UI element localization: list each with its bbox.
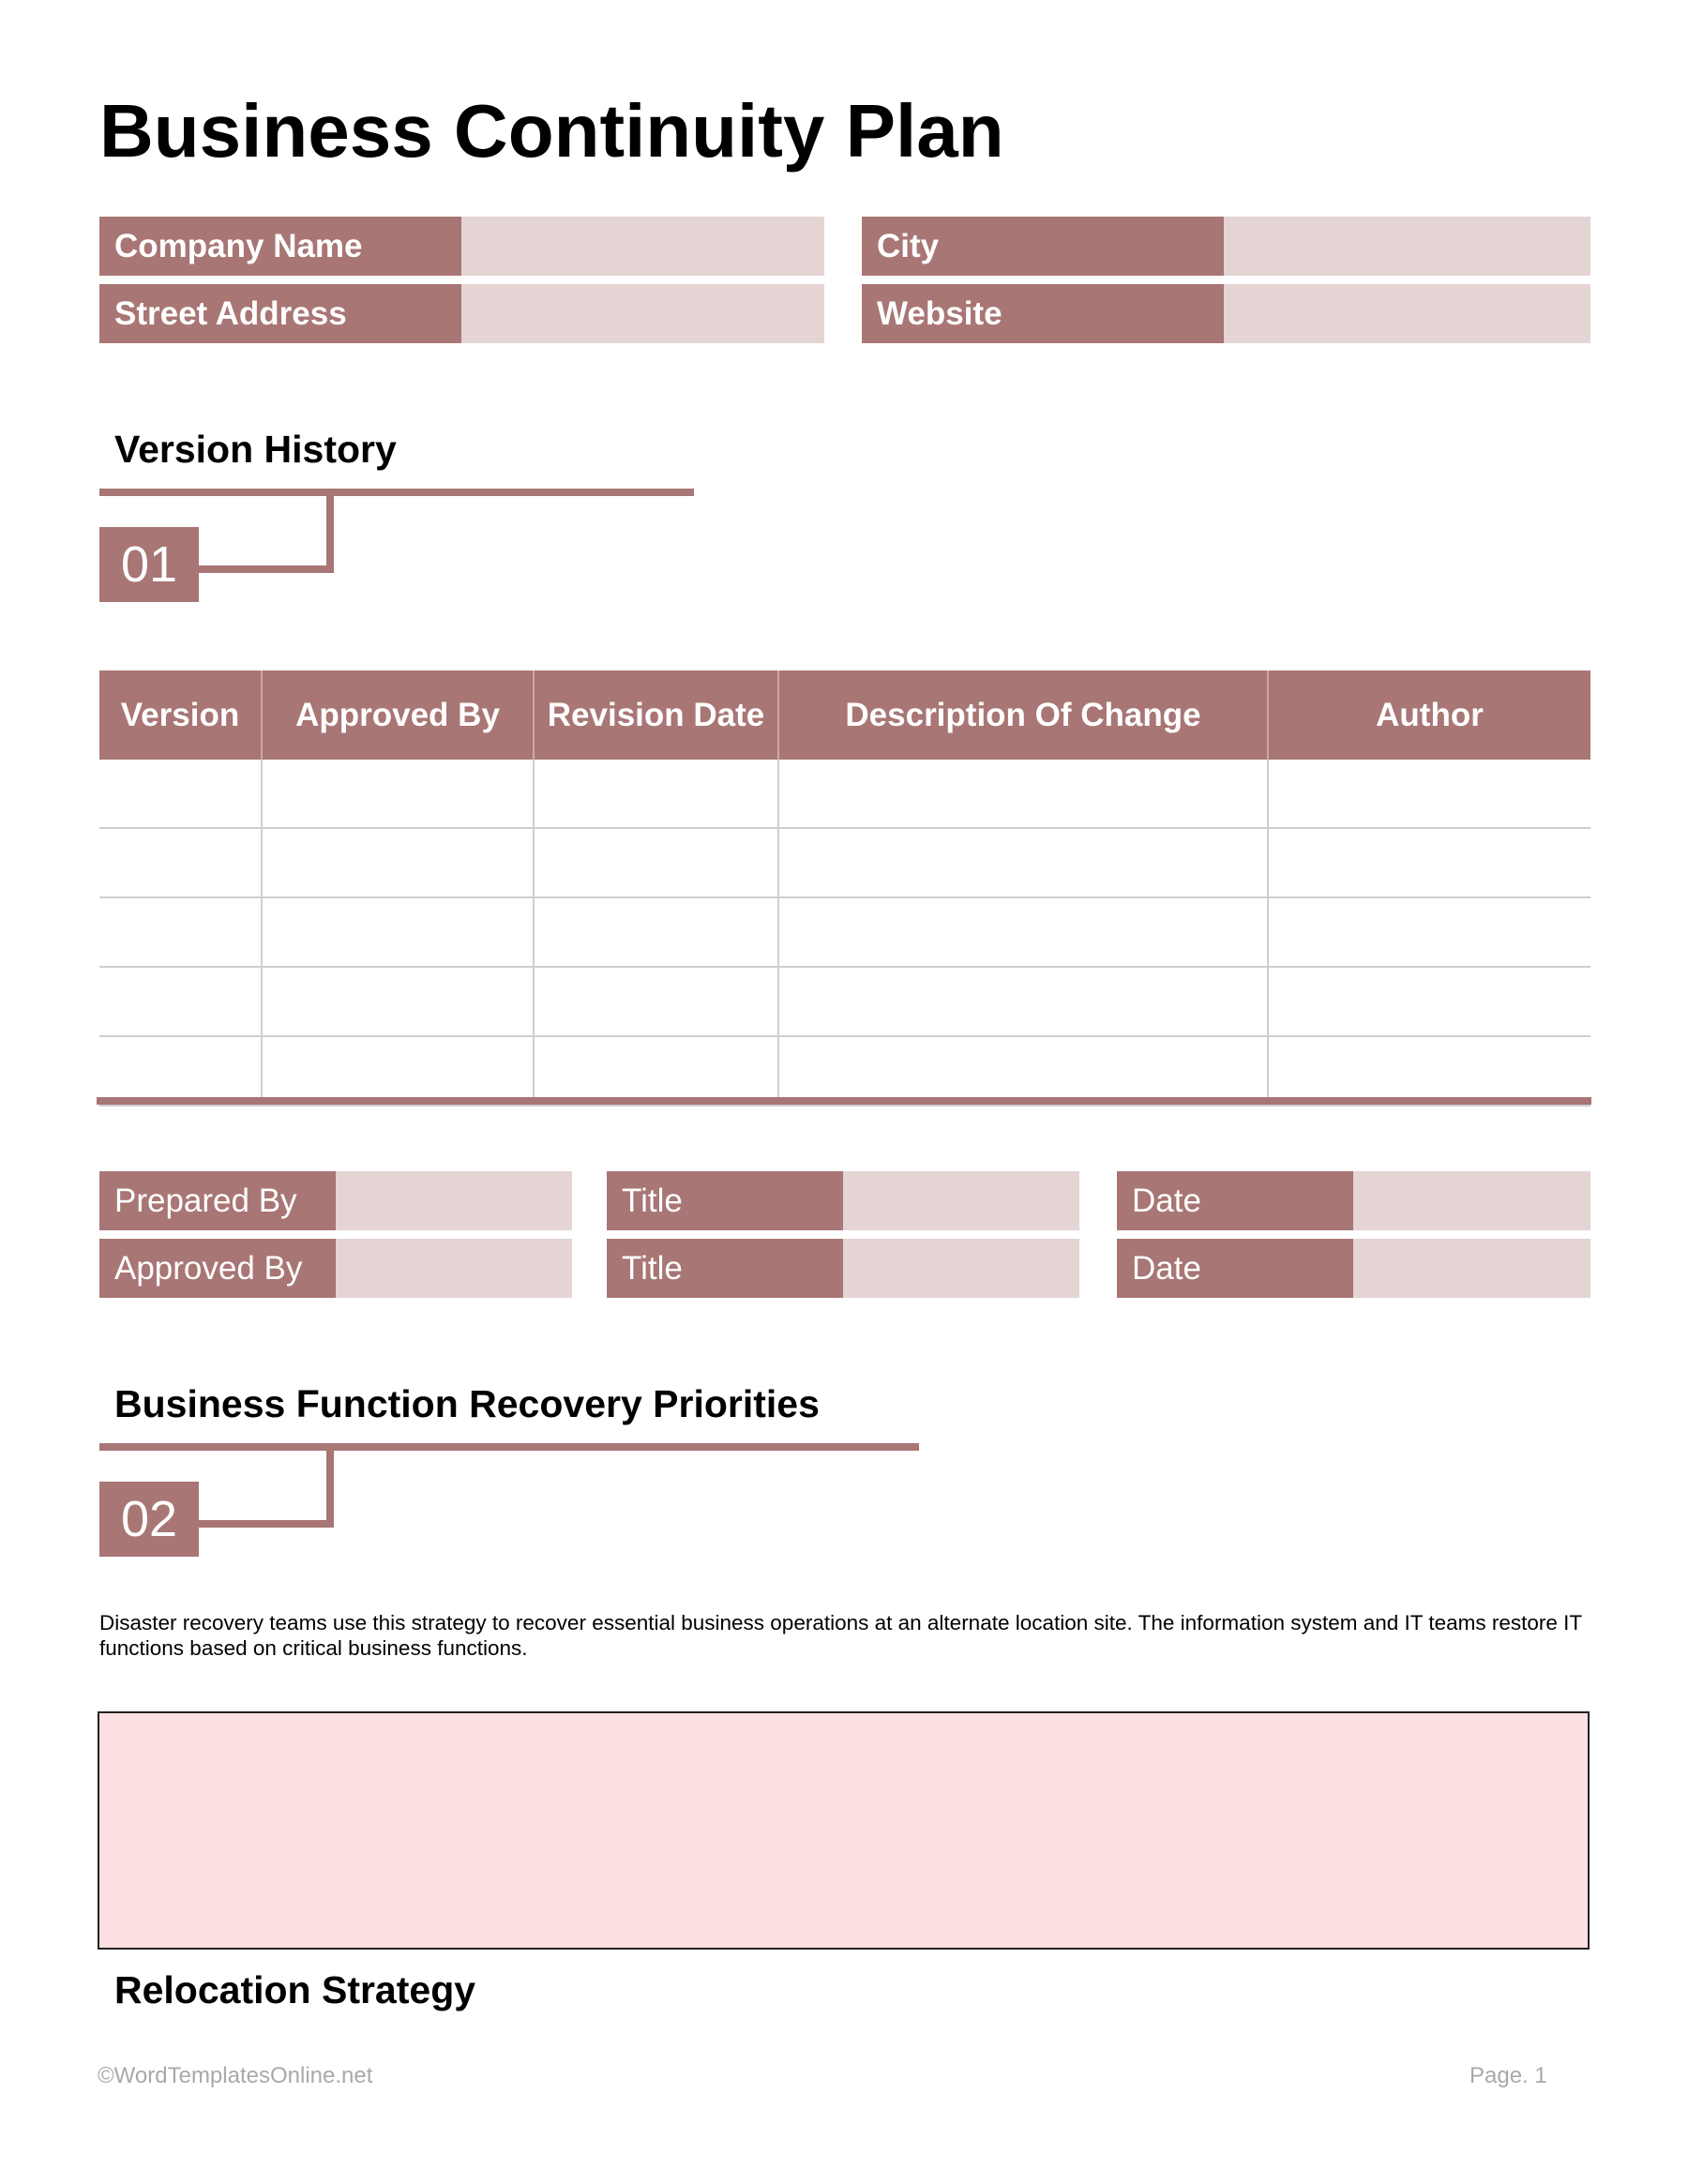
street-address-field[interactable] <box>99 284 824 343</box>
footer-copyright: ©WordTemplatesOnline.net <box>98 2063 373 2088</box>
table-cell[interactable] <box>99 760 262 828</box>
table-cell[interactable] <box>1268 897 1590 967</box>
section-number-02: 02 <box>99 1482 199 1557</box>
column-header-version: Version <box>99 670 262 760</box>
table-cell[interactable] <box>778 897 1268 967</box>
table-cell[interactable] <box>1268 760 1590 828</box>
approved-by-input[interactable] <box>336 1239 572 1298</box>
prepared-title-input[interactable] <box>843 1171 1079 1230</box>
table-cell[interactable] <box>1268 967 1590 1036</box>
prepared-by-input[interactable] <box>336 1171 572 1230</box>
recovery-priorities-connector <box>197 1443 334 1528</box>
approved-title-input[interactable] <box>843 1239 1079 1298</box>
version-history-rule <box>99 489 694 496</box>
table-bottom-rule <box>97 1097 1591 1105</box>
approved-by-field[interactable] <box>99 1239 572 1298</box>
column-header-description: Description Of Change <box>778 670 1268 760</box>
street-address-input[interactable] <box>461 284 824 343</box>
version-history-heading: Version History <box>114 428 397 471</box>
table-row <box>99 828 1590 897</box>
city-label: City <box>862 217 1224 276</box>
recovery-priorities-heading: Business Function Recovery Priorities <box>114 1382 820 1425</box>
column-header-author: Author <box>1268 670 1590 760</box>
city-field[interactable] <box>862 217 1590 276</box>
prepared-title-label: Title <box>607 1171 843 1230</box>
prepared-by-label: Prepared By <box>99 1171 336 1230</box>
column-header-approved-by: Approved By <box>262 670 534 760</box>
table-cell[interactable] <box>1268 828 1590 897</box>
version-history-connector <box>197 489 334 573</box>
recovery-description: Disaster recovery teams use this strategy to recover essential business operations at an alternate location site. The information system and IT teams restore IT functions based on critical business functions. <box>99 1611 1582 1660</box>
table-cell[interactable] <box>534 1036 778 1106</box>
table-cell[interactable] <box>99 828 262 897</box>
table-cell[interactable] <box>778 828 1268 897</box>
relocation-strategy-heading: Relocation Strategy <box>114 1968 476 2011</box>
table-row <box>99 1036 1590 1106</box>
prepared-by-field[interactable] <box>99 1171 572 1230</box>
approved-date-field[interactable] <box>1117 1239 1590 1298</box>
prepared-date-input[interactable] <box>1353 1171 1590 1230</box>
company-name-label: Company Name <box>99 217 461 276</box>
table-cell[interactable] <box>262 967 534 1036</box>
website-label: Website <box>862 284 1224 343</box>
approved-date-label: Date <box>1117 1239 1353 1298</box>
table-cell[interactable] <box>534 760 778 828</box>
approved-by-label: Approved By <box>99 1239 336 1298</box>
website-input[interactable] <box>1224 284 1590 343</box>
approved-title-field[interactable] <box>607 1239 1079 1298</box>
section-number-01: 01 <box>99 527 199 602</box>
version-history-table <box>99 670 1590 1107</box>
column-header-revision-date: Revision Date <box>534 670 778 760</box>
table-row <box>99 967 1590 1036</box>
website-field[interactable] <box>862 284 1590 343</box>
approved-date-input[interactable] <box>1353 1239 1590 1298</box>
table-cell[interactable] <box>778 967 1268 1036</box>
page-title: Business Continuity Plan <box>99 89 1004 173</box>
table-cell[interactable] <box>99 1036 262 1106</box>
table-row <box>99 897 1590 967</box>
prepared-date-label: Date <box>1117 1171 1353 1230</box>
table-cell[interactable] <box>262 897 534 967</box>
prepared-date-field[interactable] <box>1117 1171 1590 1230</box>
table-cell[interactable] <box>534 828 778 897</box>
table-cell[interactable] <box>262 1036 534 1106</box>
approved-title-label: Title <box>607 1239 843 1298</box>
company-name-field[interactable] <box>99 217 824 276</box>
table-cell[interactable] <box>99 967 262 1036</box>
prepared-title-field[interactable] <box>607 1171 1079 1230</box>
street-address-label: Street Address <box>99 284 461 343</box>
table-cell[interactable] <box>262 828 534 897</box>
table-cell[interactable] <box>778 760 1268 828</box>
table-cell[interactable] <box>778 1036 1268 1106</box>
recovery-priorities-input-box[interactable] <box>98 1711 1590 1950</box>
table-cell[interactable] <box>534 967 778 1036</box>
footer-page-number: Page. 1 <box>1469 2063 1547 2088</box>
company-name-input[interactable] <box>461 217 824 276</box>
table-cell[interactable] <box>1268 1036 1590 1106</box>
table-row <box>99 760 1590 828</box>
table-cell[interactable] <box>99 897 262 967</box>
city-input[interactable] <box>1224 217 1590 276</box>
table-cell[interactable] <box>534 897 778 967</box>
table-cell[interactable] <box>262 760 534 828</box>
table-header-row <box>99 670 1590 760</box>
